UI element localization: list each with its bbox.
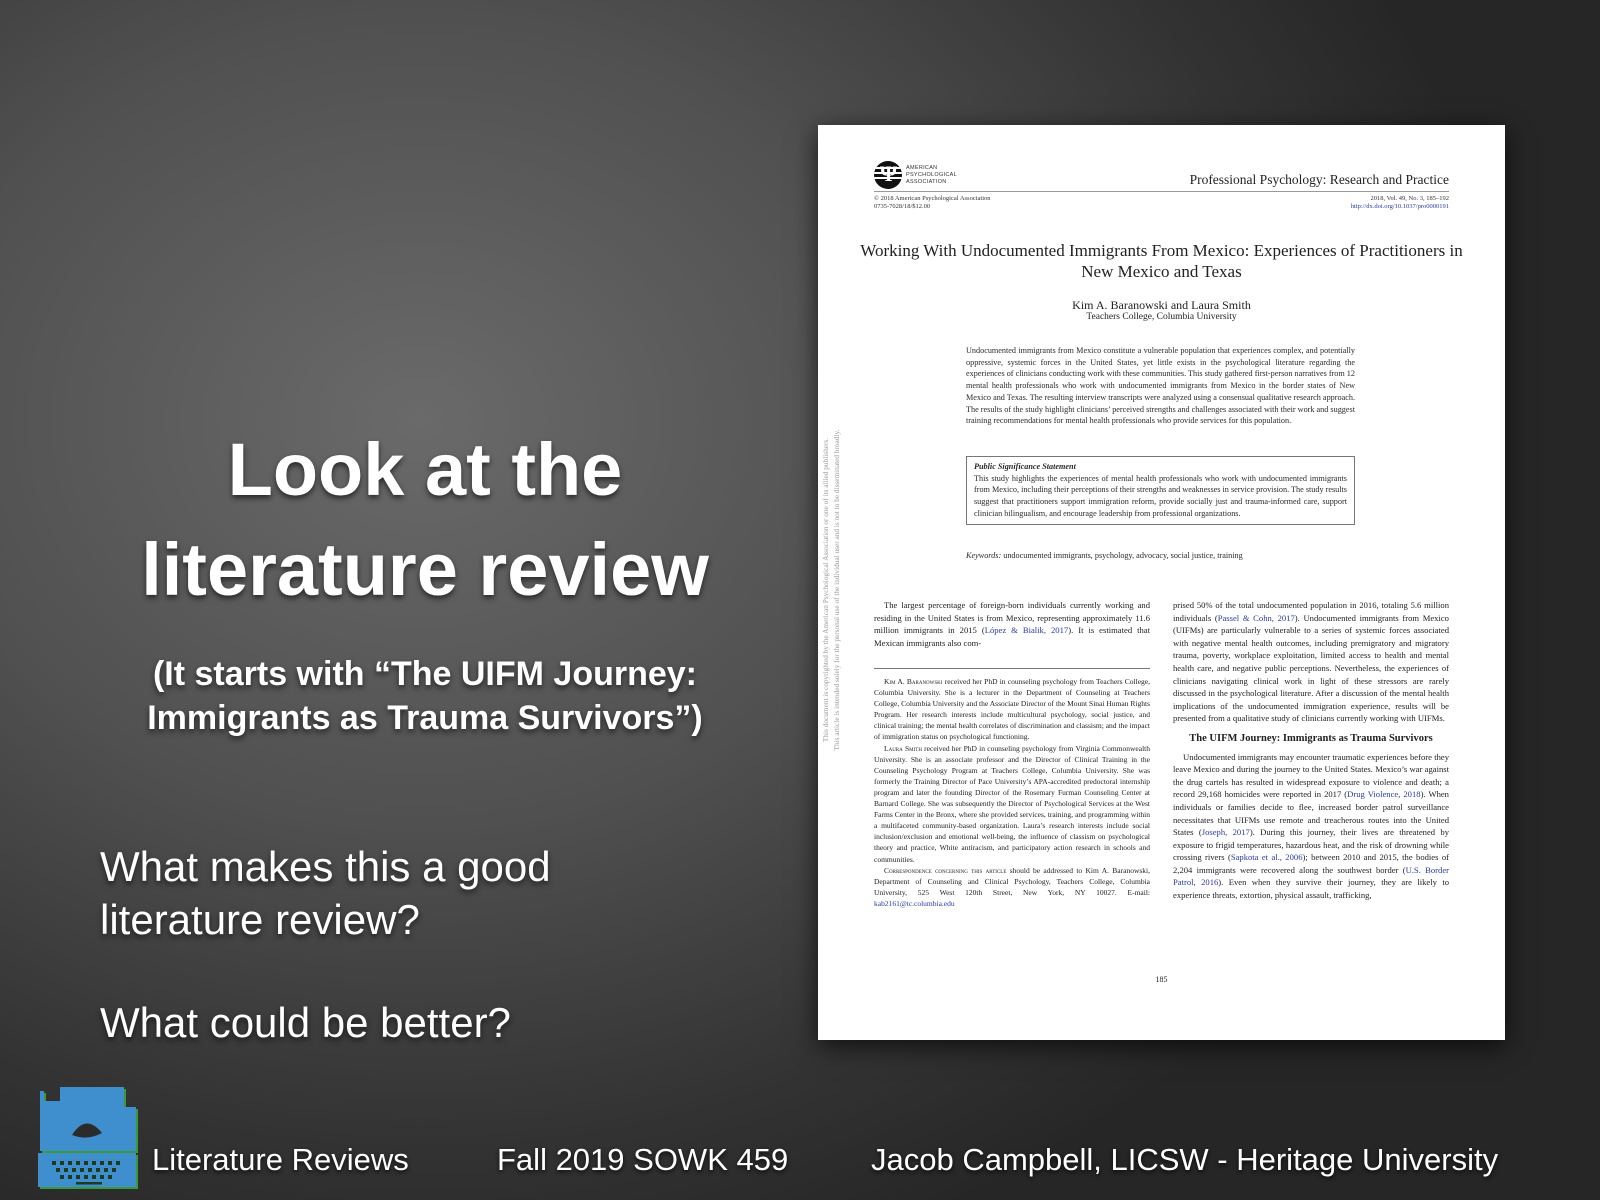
- body-text: ). Undocumented immigrants from Mexico (UIFMs) are particularly vulnerable to a series of systemic forces associated with negative mental health outcomes, including premigratory and migratory trauma, poverty, workplace exploitation, limited access to health and mental health care, and negative public perceptions. Nevertheless, the experiences of clinicians navigating clinical work in light of these stressors are rarely discussed in the psychological literature. After a discussion of the mental health implications of the undocumented immigration experience, results will be presented from a qualitative study of clinicians currently working with UIFMs.: [1173, 612, 1449, 724]
- section-heading: The UIFM Journey: Immigrants as Trauma Survivors: [1189, 732, 1433, 744]
- abstract: Undocumented immigrants from Mexico constitute a vulnerable population that experiences complex, and potentially oppressive, systemic forces in the United States, yet little exists in the psychological literature regarding the experiences of clinicians conducting work with these communities. This study gathered first-person narratives from 12 mental health professionals who work with undocumented immigrants from Mexico in the border states of New Mexico and Texas. The resulting interview transcripts were analyzed using a consensual qualitative research approach. The results of the study highlight clinicians’ perceived strengths and challenges associated with their work and suggest training recommendations for mental health professionals who provide services for this population.: [966, 346, 1355, 426]
- volume-info: [1351, 195, 1449, 211]
- citation-link[interactable]: Joseph, 2017: [1201, 827, 1250, 838]
- keywords: [966, 551, 1243, 560]
- footnote-text: received her PhD in counseling psychology from Teachers College, Columbia University. She is a lecturer in the Department of Counseling at Teachers College, Columbia University and the Associate Director of the Mount Sinai Human Rights Program. Her research interests include multicultural psychology, social justice, and clinical training; the mental health correlates of discrimination and classism; and the impact of immigration status on psychological functioning.: [874, 677, 1151, 742]
- slide-subhead: (It starts with “The UIFM Journey: Immigrants as Trauma Survivors”): [147, 655, 703, 737]
- footer-instructor: Jacob Campbell, LICSW - Heritage University: [871, 1142, 1499, 1177]
- footer-course: Fall 2019 SOWK 459: [497, 1142, 789, 1177]
- keywords-list: undocumented immigrants, psychology, advocacy, social justice, training: [1003, 551, 1243, 560]
- volume-line: 2018, Vol. 49, No. 3, 185–192: [1370, 195, 1449, 202]
- author-footnotes: [874, 676, 1150, 909]
- citation-link[interactable]: Sapkota et al., 2006: [1230, 852, 1303, 863]
- header-divider: [874, 191, 1449, 192]
- footnote-correspondence: [874, 865, 1150, 909]
- body-text: ). It is estimated that Mexican immigrants also com-: [874, 625, 1150, 648]
- footnote-author-2: [874, 743, 1150, 865]
- journal-name: Professional Psychology: Research and Practice: [1189, 172, 1449, 187]
- footnote-text: received her PhD in counseling psychology from Virginia Commonwealth University. She is an associate professor and the Director of Clinical Training in the Counseling Psychology Program at Teachers College, Columbia University. She was formerly the Training Director of Pace University’s APA-accredited predoctoral internship program and later the founding Director of the Rosemary Furman Counseling Center at Barnard College. She was subsequently the Director of Psychological Services at the West Farms Center in the Bronx, where she provided services, training, and programming within a multifaceted community-based organization. Laura’s research interests include social inclusion/exclusion and emotional well-being, the influence of classism on psychological theory and practice, White antiracism, and participatory action research in schools and communities.: [874, 743, 1151, 864]
- citation-link[interactable]: Passel & Cohn, 2017: [1217, 612, 1295, 623]
- section-paragraph: [1173, 751, 1449, 902]
- footnote-name: Kim A. Baranowski: [884, 677, 943, 686]
- significance-title: Public Significance Statement: [974, 462, 1076, 471]
- intro-paragraph: [1173, 599, 1449, 725]
- discussion-question-1: What makes this a good literature review?: [100, 843, 551, 943]
- watermark-line-1: This document is copyrighted by the American Psychological Association or one of its allied publishers.: [821, 437, 830, 743]
- article-title: Working With Undocumented Immigrants From Mexico: Experiences of Practitioners in New Mexico and Texas: [860, 241, 1463, 281]
- apa-logo-text: AMERICAN PSYCHOLOGICAL ASSOCIATION: [906, 164, 957, 185]
- copyright-watermark: [816, 395, 852, 785]
- citation-link[interactable]: López & Bialik, 2017: [984, 625, 1069, 636]
- body-left-column: [874, 599, 1150, 649]
- discussion-question-2: What could be better?: [100, 999, 511, 1046]
- email-link[interactable]: kab2161@tc.columbia.edu: [874, 898, 955, 908]
- body-text: ); between 2010 and 2015, the bodies of 2,204 immigrants were recovered along the southwest border (: [1173, 852, 1449, 875]
- watermark-line-2: This article is intended solely for the personal use of the individual user and is not to be disseminated broadly.: [832, 429, 841, 751]
- apa-psi-icon: [874, 161, 902, 189]
- significance-text: This study highlights the experiences of mental health professionals who work with undocumented immigrants from Mexico, including their perceptions of their strengths and weaknesses in service provision. The study results suggest that practitioners support immigration reform, provide socially just and trauma-informed care, support clinician bilingualism, and encourage leadership from professional organizations.: [974, 473, 1347, 518]
- article-authors: Kim A. Baranowski and Laura Smith: [1072, 298, 1251, 312]
- slide-headline: Look at the literature review: [141, 428, 709, 611]
- footnote-text: should be addressed to Kim A. Baranowski, Department of Counseling and Clinical Psychology, Teachers College, Columbia University, 525 West 120th Street, New York, NY 10027. E-mail:: [874, 865, 1150, 897]
- footnote-name: Laura Smith: [884, 743, 922, 753]
- body-text: ). During this journey, their lives are threatened by exposure to frigid temperatures, hazardous heat, and the risk of drowning while crossing rivers (: [1173, 827, 1449, 863]
- body-text: ). Even when they survive their journey, they are likely to experience threats, extortion, physical assault, trafficking,: [1173, 877, 1450, 901]
- footnote-author-1: [874, 676, 1150, 743]
- body-right-column: [1173, 599, 1449, 902]
- body-text: prised 50% of the total undocumented population in 2016, totaling 5.6 million individuals (: [1173, 600, 1449, 623]
- doi-link[interactable]: http://dx.doi.org/10.1037/pro0000191: [1350, 203, 1449, 210]
- footer-topic: Literature Reviews: [152, 1142, 409, 1177]
- citation-link[interactable]: Drug Violence, 2018: [1347, 789, 1421, 800]
- footnote-lead: Correspondence concerning this article: [884, 865, 1007, 875]
- copyright-line: © 2018 American Psychological Association: [874, 195, 991, 202]
- copyright-info: [874, 195, 991, 211]
- body-text: The largest percentage of foreign-born individuals currently working and residing in the United States is from Mexico, representing approximately 11.6 million immigrants in 2015 (: [874, 600, 1150, 636]
- article-page-image: [818, 125, 1505, 1040]
- author-affiliation: Teachers College, Columbia University: [1086, 312, 1237, 322]
- body-text: ). When individuals or families decide to flee, increased border patrol surveillance necessitates that UIFMs use remote and treacherous routes into the United States (: [1173, 789, 1449, 838]
- citation-link[interactable]: U.S. Border Patrol, 2016: [1173, 864, 1450, 888]
- body-text: Undocumented immigrants may encounter traumatic experiences before they leave Mexico and during the journey to the United States. Mexico’s war against the drug cartels has resulted in widespread exposure to violence and death; a record 29,168 homicides were reported in 2017 (: [1173, 751, 1449, 800]
- page-number: 185: [1155, 975, 1168, 984]
- footnote-divider: [874, 668, 1150, 669]
- keywords-label: Keywords:: [966, 551, 1002, 560]
- issn-line: 0735-7028/18/$12.00: [874, 203, 931, 210]
- public-significance-box: [966, 456, 1355, 525]
- apa-logo: [874, 161, 966, 189]
- typewriter-icon: [36, 1087, 144, 1189]
